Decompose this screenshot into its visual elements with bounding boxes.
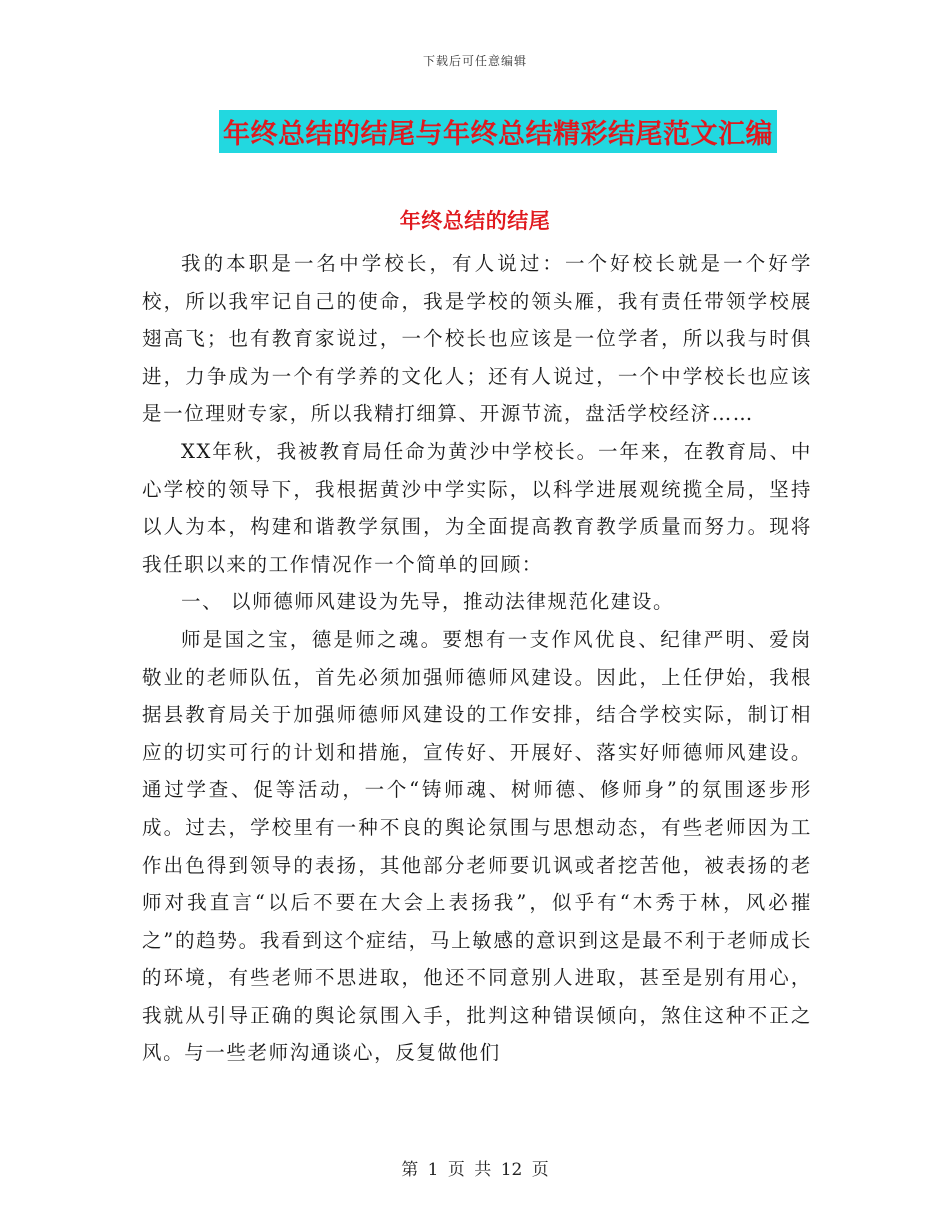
paragraph: 师是国之宝，德是师之魂。要想有一支作风优良、纪律严明、爱岗敬业的老师队伍，首先必须加强师德师风建设。因此，上任伊始，我根据县教育局关于加强师德师风建设的工作安排，结合学校实际，制订相应的切实可行的计划和措施，宣传好、开展好、落实好师德师风建设。通过学查、促等活动，一个“铸师魂、树师德、修师身”的氛围逐步形成。过去，学校里有一种不良的舆论氛围与思想动态，有些老师因为工作出色得到领导的表扬，其他部分老师要讥讽或者挖苦他，被表扬的老师对我直言“以后不要在大会上表扬我”，似乎有“木秀于林，风必摧之”的趋势。我看到这个症结，马上敏感的意识到这是最不利于老师成长的环境，有些老师不思进取，他还不同意别人进取，甚至是别有用心，我就从引导正确的舆论氛围入手，批判这种错误倾向，煞住这种不正之风。与一些老师沟通谈心，反复做他们 xyxy=(142,627,812,1065)
page-number-footer: 第 1 页 共 12 页 xyxy=(401,1160,549,1180)
document-title-text: 年终总结的结尾与年终总结精彩结尾范文汇编 xyxy=(219,110,777,153)
section-heading-paragraph: 一、 以师德师风建设为先导，推动法律规范化建设。 xyxy=(181,590,675,614)
page-header-note: 下载后可任意编辑 xyxy=(422,54,527,68)
section-title: 年终总结的结尾 xyxy=(399,209,551,233)
paragraph: 我的本职是一名中学校长，有人说过：一个好校长就是一个好学校，所以我牢记自己的使命，我是学校的领头雁，我有责任带领学校展翅高飞；也有教育家说过，一个校长也应该是一位学者，所以我与时俱进，力争成为一个有学养的文化人；还有人说过，一个中学校长也应该是一位理财专家，所以我精打细算、开源节流，盘活学校经济…… xyxy=(142,252,812,426)
document-title xyxy=(0,110,950,153)
paragraph: XX年秋，我被教育局任命为黄沙中学校长。一年来，在教育局、中心学校的领导下，我根据黄沙中学实际，以科学进展观统揽全局，坚持以人为本，构建和谐教学氛围，为全面提高教育教学质量而努力。现将我任职以来的工作情况作一个简单的回顾： xyxy=(142,439,812,576)
document-body xyxy=(142,245,812,1072)
